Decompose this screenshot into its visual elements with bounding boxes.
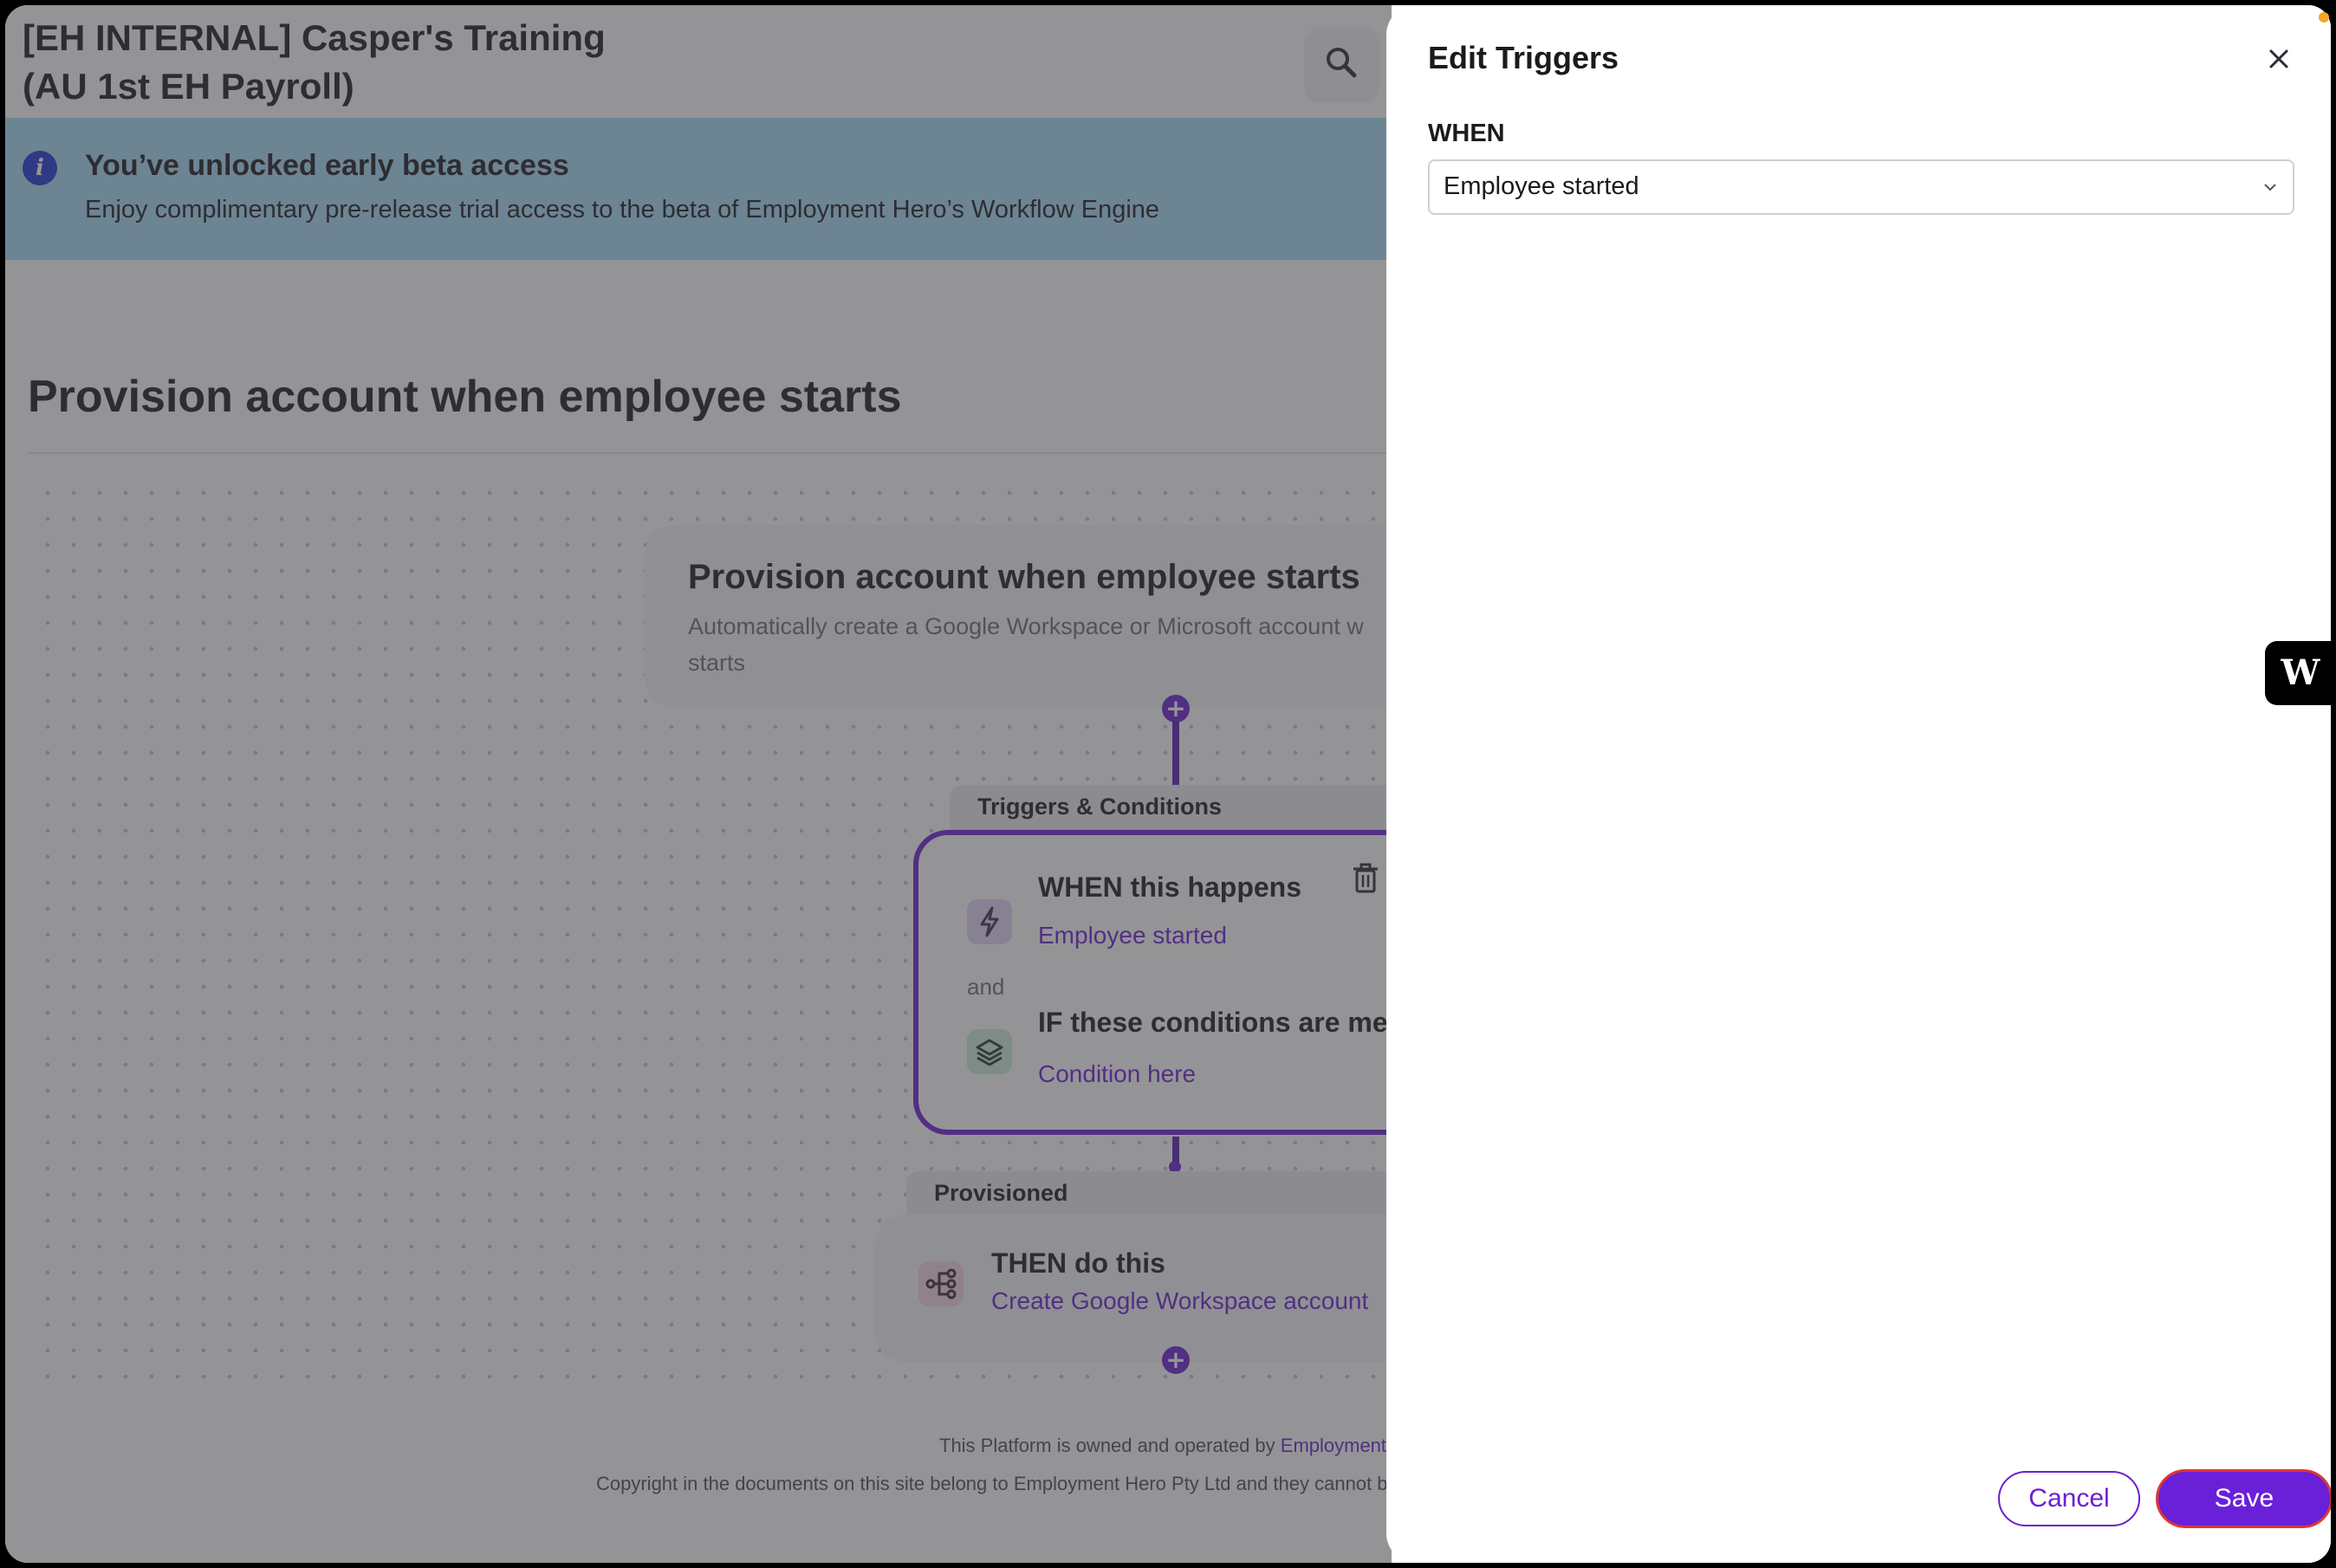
when-label: WHEN — [1428, 120, 1505, 147]
app-window — [5, 5, 2331, 1563]
modal-overlay[interactable] — [5, 5, 1392, 1563]
close-button[interactable] — [2261, 42, 2296, 76]
save-button[interactable]: Save — [2156, 1469, 2331, 1528]
drawer-title: Edit Triggers — [1428, 40, 1619, 75]
trigger-select[interactable] — [1428, 159, 2294, 215]
trigger-select-value: Employee started — [1444, 172, 1639, 200]
cancel-button[interactable]: Cancel — [1998, 1471, 2140, 1526]
close-icon — [2261, 42, 2296, 76]
notification-dot — [2319, 12, 2329, 23]
workflow-editor-page — [5, 5, 1392, 1563]
chevron-down-icon — [2261, 178, 2279, 196]
workflow-widget-icon[interactable]: W — [2265, 641, 2336, 705]
edit-triggers-drawer — [1386, 5, 2331, 1563]
